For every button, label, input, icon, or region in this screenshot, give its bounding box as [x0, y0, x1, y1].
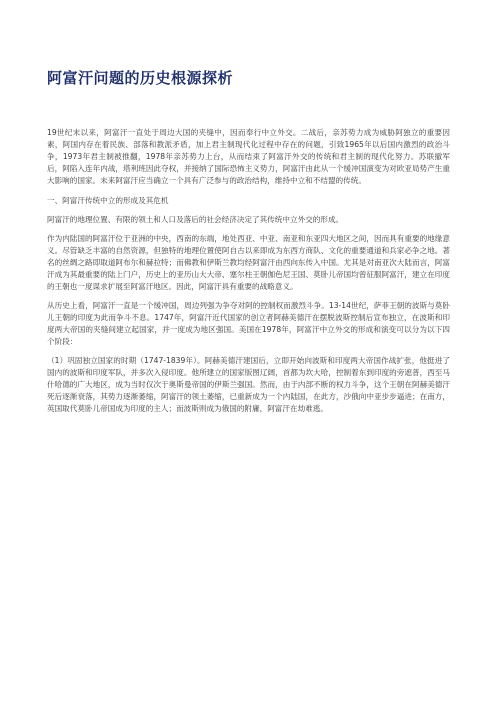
document-body	[47, 127, 450, 415]
document-title: 阿富汗问题的历史根源探析	[47, 69, 234, 87]
spacer	[47, 207, 450, 214]
paragraph-section1-lead: 阿富汗的地理位置、有限的领土和人口及落后的社会经济决定了其传统中立外交的形成。	[47, 215, 344, 224]
paragraph-section1-history: 从历史上看，阿富汗一直是一个缓冲国，周边列强为争夺对阿的控制权而激烈斗争。13-14世纪，萨菲王朝的波斯与莫卧儿王朝的印度为此而争斗不息。1747年，阿富汗近代国家的创立者阿赫美德汗在摆脱波斯控制后宣布独立，在波斯和印度两大帝国的夹缝间建立起国家，并一度成为地区强国。美国在1978年，阿富汗中立外交的形成和演变可以分为以下四个阶段：	[47, 301, 450, 346]
spacer	[47, 187, 450, 195]
paragraph-section1-geography: 作为内陆国的阿富汗位于亚洲的中央，西南的东端，地处西亚、中亚、南亚和东亚四大地区之间，因而具有重要的地缘意义。尽管缺乏丰富的自然资源，但独特的地理位置使阿自古以来即成为东西方商队、文化的重要通道和兵家必争之地。著名的丝绸之路即取道阿布尔和赫拉特；而佛教和伊斯兰教均经阿富汗由西向东传入中国。尤其是对南亚次大陆而言，阿富汗成为其最重要的陆上门户，历史上的亚历山大大帝、塞尔柱王朝伽色尼王国、莫卧儿帝国均曾征服阿富汗，建立在印度的王朝也一度谋求扩展至阿富汗地区。因此，阿富汗具有重要的战略意义。	[47, 234, 450, 291]
spacer	[47, 226, 450, 233]
section-heading-1: 一、阿富汗传统中立的形成及其危机	[47, 196, 169, 205]
spacer	[47, 293, 450, 300]
paragraph-stage-1: （1）巩固独立国家的时期（1747-1839年）。阿赫美德汗建国后，立即开始向波斯和印度两大帝国作战扩张，他挺进了国内的波斯和印度军队，并多次入侵印度。他所建立的国家版图辽阔，首都为坎大哈，控制着东到印度的旁遮普，西至马什哈德的广大地区，成为当时仅次于奥斯曼帝国的伊斯兰强国。然而，由于内部不断的权力斗争，这个王朝在阿赫美德汗死后逐渐衰落，其势力逐渐萎缩，阿富汗的领土萎缩，已重新成为一个内陆国，在此方，沙俄向中亚步步逼进；在南方，英国取代莫卧儿帝国成为印度的主人；而波斯则成为俄国的附庸，阿富汗在劫难逃。	[47, 356, 450, 413]
spacer	[47, 348, 450, 355]
paragraph-intro: 19世纪末以来，阿富汗一直处于周边大国的夹缝中，因而奉行中立外交。二战后，亲苏势力成为威胁阿独立的重要因素，阿国内存在着民族、部落和教派矛盾，加上君主制现代化过程中存在的问题，引致1965年以后国内激烈的政治斗争，1973年君主制被推翻，1978年亲苏势力上台，从而结束了阿富汗外交的传统和君主制的现代化努力。苏联撤军后，阿陷入连年内战，塔利班因此夺权，并接纳了国际恐怖主义势力，阿富汗由此从一个缓冲国演变为对欧亚局势产生重大影响的国家。未来阿富汗应当确立一个具有广泛参与的政治结构，维持中立和不结盟的传统。	[47, 128, 450, 185]
